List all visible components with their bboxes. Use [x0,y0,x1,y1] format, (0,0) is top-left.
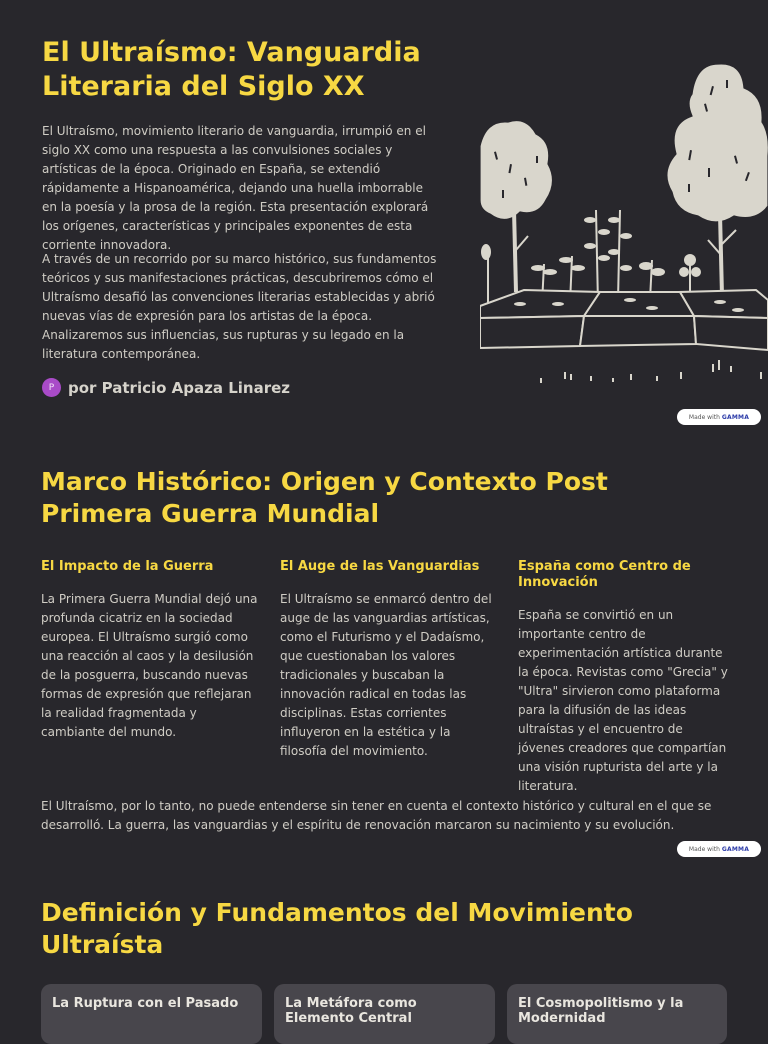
garden-illustration [480,60,768,390]
author-name: por Patricio Apaza Linarez [68,378,290,397]
column-text: La Primera Guerra Mundial dejó una profunda cicatriz en la sociedad europea. El Ultraísmo surgió como una reacción al caos y la desilusión de la posguerra, buscando nuevas formas de expresión que reflejaran la realidad fragmentada y cambiante del mundo. [41,592,258,739]
card-title: La Metáfora como Elemento Central [285,996,417,1026]
card-cosmopolitismo [507,984,727,1044]
column-title: España como Centro de Innovación [518,559,691,590]
column-text: El Ultraísmo se enmarcó dentro del auge de las vanguardias artísticas, como el Futurismo y el Dadaísmo, que cuestionaban los valores tradicionales y buscaban la innovación radical en todas las disciplinas. Estas corrientes influyeron en la estética y la filosofía del movimiento. [280,592,492,758]
slide-2-title: Marco Histórico: Origen y Contexto Post Primera Guerra Mundial [41,467,608,528]
intro-paragraph: El Ultraísmo, movimiento literario de vanguardia, irrumpió en el siglo XX como una respuesta a las convulsiones sociales y artísticas de la época. Originado en España, se extendió rápidamente a Hispanoamérica, dejando una huella imborrable en la poesía y la prosa de la región. Esta presentación explorará los orígenes, características y principales exponentes de esta corriente innovadora. [42,124,429,252]
column-title: El Auge de las Vanguardias [280,559,480,574]
slide-1-title: El Ultraísmo: Vanguardia Literaria del Siglo XX [42,37,421,102]
made-with-gamma-badge[interactable]: Made with GAMMA [677,841,761,857]
card-title: La Ruptura con el Pasado [52,996,239,1011]
column-3 [518,559,732,796]
overview-paragraph: A través de un recorrido por su marco histórico, sus fundamentos teóricos y sus manifestaciones prácticas, descubriremos cómo el Ultraísmo desafió las convenciones literarias establecidas y abrió nuevas vías de expresión para los artistas de la época. Analizaremos sus influencias, sus rupturas y su legado en la literatura contemporánea. [42,252,437,361]
avatar: P [42,378,61,397]
slide-3-title: Definición y Fundamentos del Movimiento Ultraísta [41,898,633,959]
column-title: El Impacto de la Guerra [41,559,214,574]
card-ruptura [41,984,262,1044]
column-2 [280,559,492,761]
author-line [42,378,290,397]
card-metafora [274,984,495,1044]
made-with-gamma-badge[interactable]: Made with GAMMA [677,409,761,425]
column-text: España se convirtió en un importante centro de experimentación artística durante la época. Revistas como "Grecia" y "Ultra" sirvieron como plataforma para la difusión de las ideas ultraístas y el encuentro de jóvenes creadores que compartían una visión rupturista del arte y la literatura. [518,608,728,793]
column-1 [41,559,261,742]
card-title: El Cosmopolitismo y la Modernidad [518,996,684,1026]
conclusion-paragraph: El Ultraísmo, por lo tanto, no puede entenderse sin tener en cuenta el contexto histórico y cultural en el que se desarrolló. La guerra, las vanguardias y el espíritu de renovación marcaron su nacimiento y su evolución. [41,799,712,832]
